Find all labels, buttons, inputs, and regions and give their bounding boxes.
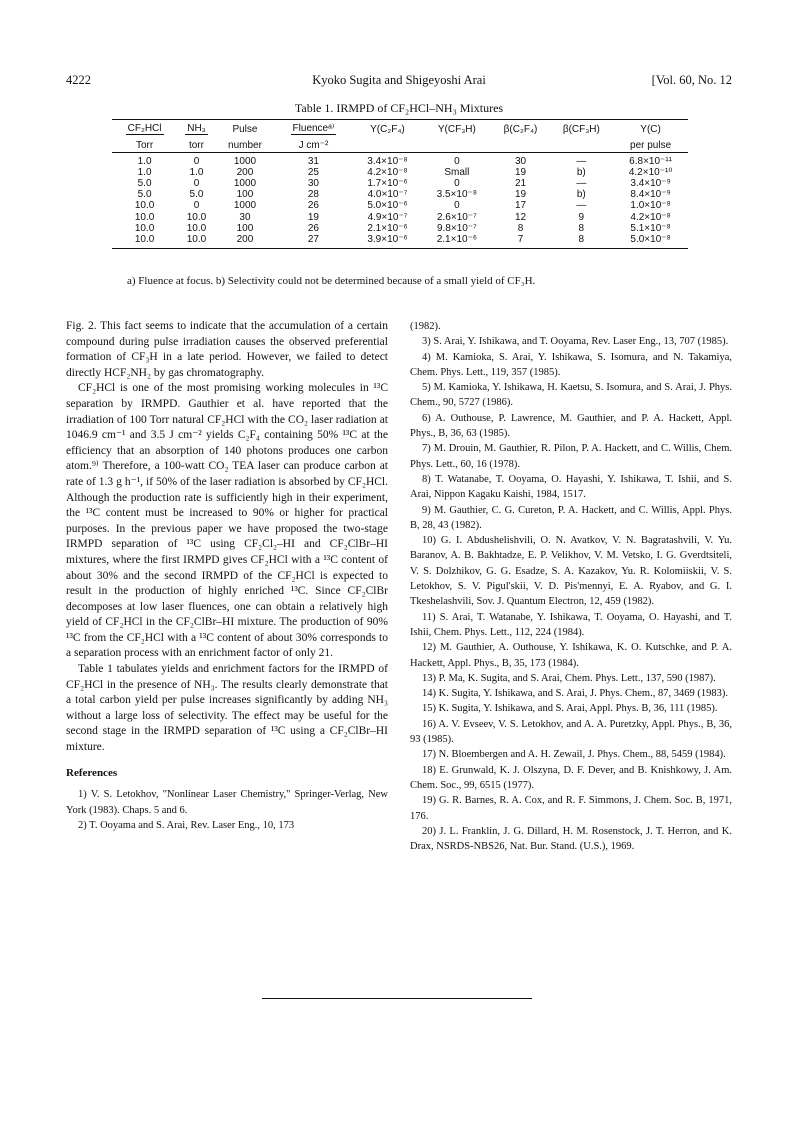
table-cell: 28: [307, 189, 319, 201]
table-cell: 30: [307, 178, 319, 190]
table-cell: 1.0×10⁻⁸: [630, 200, 671, 212]
column-header: [177, 120, 216, 139]
table-row: [112, 211, 688, 222]
paragraph: Fig. 2. This fact seems to indicate that the accumulation of a certain compound during pulse irradiation causes the observed preferential formation of CF₃H in a late period. However, we failed to detect directly HCF₂NH₂ by gas chromatography.: [66, 320, 388, 379]
page-number: 4222: [66, 73, 91, 87]
column-header-label: NH₃: [187, 123, 206, 134]
column-subheader: J cm⁻²: [274, 138, 353, 153]
column-header: [112, 120, 177, 139]
table-cell: 2.1×10⁻⁶: [367, 222, 408, 234]
column-header: β(CF₃H): [550, 120, 614, 139]
table-cell: 0: [454, 200, 460, 212]
table-cell: 19: [514, 167, 527, 179]
results-table: [112, 119, 688, 249]
table-cell: 10.0: [177, 234, 216, 249]
table-caption: Table 1. IRMPD of CF₂HCl–NH₃ Mixtures: [294, 101, 504, 115]
reference-item: 5) M. Kamioka, Y. Ishikawa, H. Kaetsu, S. Isomura, and S. Arai, J. Phys. Chem., 90, 5727 (1986).: [410, 382, 732, 409]
reference-item: 4) M. Kamioka, S. Arai, Y. Ishikawa, S. Isomura, and N. Takamiya, Chem. Phys. Lett., 119, 357 (1985).: [410, 351, 732, 378]
table-row: [112, 167, 688, 178]
table-cell: 12: [514, 211, 527, 223]
table-cell: b): [576, 167, 586, 179]
paragraph: CF₂HCl is one of the most promising working molecules in ¹³C separation by IRMPD. Gauthier et al. have reported that the irradiation of 100 Torr natural CF₂HCl with the CO₂ laser radiation at 1046.9 cm⁻¹ and 3.5 J cm⁻² yields C₂F₄ containing 50% ¹³C at the efficiency that an absorption of 140 photons produces one carbon atom.⁹⁾ Therefore, a 100-watt CO₂ TEA laser can produce carbon at rate of 1.3 g h⁻¹, if 50% of the laser radiation is absorbed by CF₂HCl. Although the production rate is sufficiently high in their experiment, the ¹³C content must be increased to 90% or higher for practical purposes. In the previous paper we have proposed the two-stage IRMPD separation of ¹³C using CF₂Cl₂–HI and CF₂ClBr–HI mixtures, where the first IRMPD gives CF₂HCl with a ¹³C content of about 30% and the second IRMPD of the CF₂HCl is expected to result in the production of highly enriched ¹³C. Since CF₂ClBr decomposes at low laser fluences, one can obtain a relatively high yield of CF₂HCl in the CF₂ClBr–HI mixture. The production of 90% ¹³C from the CF₂HCl with a ¹³C content of about 30% corresponds to a separation process with an enrichment factor of only 21.: [66, 382, 388, 660]
column-header: β(C₂F₄): [492, 120, 550, 139]
column-header-label: Fluenceᵃ⁾: [292, 123, 335, 134]
table-cell: 19: [514, 189, 527, 201]
reference-item: 12) M. Gauthier, A. Outhouse, Y. Ishikawa, K. O. Kutschke, and P. A. Hackett, Appl. Phys., B, 35, 173 (1984).: [410, 642, 732, 669]
table-cell: 1.0: [137, 156, 152, 168]
column-header: [274, 120, 353, 139]
table-footnote: a) Fluence at focus. b) Selectivity could not be determined because of a small yield of CF₃H.: [127, 275, 536, 287]
table-cell: 4.2×10⁻¹⁰: [628, 167, 673, 179]
table-cell: —: [576, 178, 587, 190]
reference-item: 9) M. Gauthier, C. G. Cureton, P. A. Hackett, and C. Willis, Appl. Phys. B, 28, 43 (1982).: [410, 504, 732, 531]
table-cell: 0: [193, 178, 200, 190]
table-cell: 5.0: [189, 189, 204, 201]
table-cell: 3.9×10⁻⁶: [353, 234, 422, 249]
reference-item: (1982).: [410, 321, 441, 332]
table-cell: 0: [193, 200, 200, 212]
reference-item: 3) S. Arai, Y. Ishikawa, and T. Ooyama, Rev. Laser Eng., 13, 707 (1985).: [422, 336, 729, 348]
column-subheader: per pulse: [613, 138, 688, 153]
running-authors: Kyoko Sugita and Shigeyoshi Arai: [312, 73, 486, 87]
table-cell: 10.0: [112, 234, 177, 249]
table-cell: 0: [454, 178, 460, 190]
table-cell: 10.0: [134, 200, 155, 212]
table-cell: 30: [514, 156, 527, 168]
table-row: [112, 234, 688, 249]
table-cell: 0: [193, 156, 200, 168]
table-cell: 5.0: [137, 178, 152, 190]
table-cell: —: [576, 156, 587, 168]
table-cell: 10.0: [134, 222, 155, 234]
table-cell: 9: [578, 211, 585, 223]
reference-item: 20) J. L. Franklin, J. G. Dillard, H. M. Rosenstock, J. T. Herron, and K. Drax, NSRDS-NBS26, Nat. Bur. Stand. (U.S.), 1969.: [410, 825, 732, 853]
table-cell: 30: [239, 211, 251, 223]
table-cell: 0: [454, 156, 460, 168]
right-column: [410, 319, 732, 854]
reference-item: 7) M. Drouin, M. Gauthier, R. Pilon, P. A. Hackett, and C. Willis, Chem. Phys. Lett., 60, 16 (1978).: [410, 443, 732, 470]
column-header: Pulse: [216, 120, 274, 139]
table-cell: 31: [307, 156, 319, 168]
column-subheader: [492, 138, 550, 153]
column-header: Y(C): [613, 120, 688, 139]
table-cell: 1.7×10⁻⁶: [367, 178, 408, 190]
table-cell: 100: [236, 189, 254, 201]
table-cell: 3.4×10⁻⁹: [630, 178, 671, 190]
table-cell: 7: [492, 234, 550, 249]
reference-item: 15) K. Sugita, Y. Ishikawa, and S. Arai, Appl. Phys. B, 36, 111 (1985).: [422, 703, 718, 715]
column-subheader: number: [216, 138, 274, 153]
reference-item: 1) V. S. Letokhov, "Nonlinear Laser Chemistry," Springer-Verlag, New York (1983). Chaps. 5 and 6.: [66, 789, 388, 816]
table-cell: 26: [307, 200, 319, 212]
left-column: [66, 319, 388, 833]
reference-item: 14) K. Sugita, Y. Ishikawa, and S. Arai, J. Phys. Chem., 87, 3469 (1983).: [422, 688, 728, 700]
table-cell: 8: [550, 234, 614, 249]
table-cell: 25: [307, 167, 319, 179]
table-cell: 3.5×10⁻⁸: [436, 189, 478, 201]
table-cell: 1.0: [137, 167, 152, 179]
column-subheader: torr: [177, 138, 216, 153]
table-cell: 26: [307, 222, 319, 234]
reference-item: 6) A. Outhouse, P. Lawrence, M. Gauthier, and P. A. Hackett, Appl. Phys., B, 36, 63 (1985).: [410, 412, 732, 440]
column-subheader: [353, 138, 422, 153]
table-cell: 27: [274, 234, 353, 249]
end-rule: [262, 998, 532, 999]
table-cell: 17: [514, 200, 527, 212]
column-subheader: [422, 138, 491, 153]
reference-item: 2) T. Ooyama and S. Arai, Rev. Laser Eng., 10, 173: [78, 819, 295, 831]
table-row: [112, 178, 688, 189]
table-cell: 1000: [233, 156, 257, 168]
table-cell: 9.8×10⁻⁷: [436, 222, 477, 234]
table-cell: 100: [236, 222, 254, 234]
reference-item: 19) G. R. Barnes, R. A. Cox, and R. F. Simmons, J. Chem. Soc. B, 1971, 176.: [410, 795, 732, 822]
table-cell: 21: [514, 178, 527, 190]
table-cell: 5.0×10⁻⁶: [367, 200, 408, 212]
reference-item: 16) A. V. Evseev, V. S. Letokhov, and A. A. Puretzky, Appl. Phys., B, 36, 93 (1985).: [410, 718, 732, 746]
reference-item: 8) T. Watanabe, T. Ooyama, O. Hayashi, Y. Ishikawa, T. Ishii, and S. Arai, Nippon Kagaku Kaishi, 1984, 1517.: [410, 473, 732, 501]
table-cell: 2.6×10⁻⁷: [436, 211, 477, 223]
table-cell: 4.2×10⁻⁸: [630, 211, 671, 223]
table-cell: 8.4×10⁻⁹: [630, 189, 671, 201]
table-cell: 5.0×10⁻⁸: [613, 234, 688, 249]
running-header: [66, 73, 732, 91]
table-cell: 10.0: [186, 222, 207, 234]
table-cell: 6.8×10⁻¹¹: [629, 156, 672, 168]
table-row: [112, 153, 688, 168]
table-cell: 200: [216, 234, 274, 249]
table-row: [112, 189, 688, 200]
table-cell: 1000: [233, 178, 257, 190]
table-row: [112, 223, 688, 234]
table-cell: —: [576, 200, 587, 212]
table-cell: 2.1×10⁻⁶: [422, 234, 491, 249]
reference-item: 13) P. Ma, K. Sugita, and S. Arai, Chem. Phys. Lett., 137, 590 (1987).: [422, 672, 716, 684]
table-cell: Small: [444, 167, 470, 179]
table-cell: b): [576, 189, 586, 201]
reference-item: 10) G. I. Abdushelishvili, O. N. Avatkov, V. N. Bagratashvili, V. Yu. Baranov, A. B. Bakhtadze, E. P. Velikhov, V. M. Vetsko, I. G. Gverdtsiteli, V. S. Dolzhikov, G. G. Esadze, S. A. Kazakov, Yu. R. Kolomiiskii, V. S. Letokhov, S. V. Pigul'skii, V. D. Pis'mennyi, E. A. Ryabov, and G. I. Tkeshelashvili, Sov. J. Quantum Electron, 12, 459 (1982).: [410, 535, 732, 608]
column-subheader: Torr: [112, 138, 177, 153]
table-cell: 200: [236, 167, 254, 179]
column-subheader: [550, 138, 614, 153]
table-cell: 5.1×10⁻⁸: [630, 222, 671, 234]
table-cell: 10.0: [186, 211, 207, 223]
table-cell: 10.0: [134, 211, 155, 223]
table-cell: 4.9×10⁻⁷: [367, 211, 408, 223]
reference-item: 11) S. Arai, T. Watanabe, Y. Ishikawa, T. Ooyama, O. Hayashi, and T. Ishii, Chem. Phys. Lett., 112, 224 (1984).: [410, 611, 732, 638]
table-cell: 1.0: [189, 167, 204, 179]
table-cell: 5.0: [137, 189, 152, 201]
table-cell: 1000: [233, 200, 257, 212]
column-header-label: CF₂HCl: [127, 123, 162, 134]
table-cell: 4.2×10⁻⁸: [367, 167, 408, 179]
references-heading: References: [66, 766, 118, 779]
table-cell: 19: [307, 211, 319, 223]
reference-item: 17) N. Bloembergen and A. H. Zewail, J. Phys. Chem., 88, 5459 (1984).: [422, 749, 726, 761]
table-cell: 8: [517, 222, 524, 234]
reference-item: 18) E. Grunwald, K. J. Olszyna, D. F. Dever, and B. Knishkowy, J. Am. Chem. Soc., 99, 6515 (1977).: [410, 764, 732, 791]
table-cell: 8: [578, 222, 585, 234]
paragraph: Table 1 tabulates yields and enrichment factors for the IRMPD of CF₂HCl in the presence of NH₃. The results clearly demonstrate that a total carbon yield per pulse increases significantly by adding NH₃ without a large loss of selectivity. The effect may be useful for the second stage in the IRMPD separation of ¹³C using a CF₂ClBr–HI mixture.: [66, 663, 388, 754]
table-cell: 3.4×10⁻⁸: [367, 156, 408, 168]
table-row: [112, 200, 688, 211]
column-header: Y(C₂F₄): [353, 120, 422, 139]
table-cell: 4.0×10⁻⁷: [367, 189, 408, 201]
volume-info: [Vol. 60, No. 12: [651, 73, 732, 87]
column-header: Y(CF₃H): [422, 120, 491, 139]
